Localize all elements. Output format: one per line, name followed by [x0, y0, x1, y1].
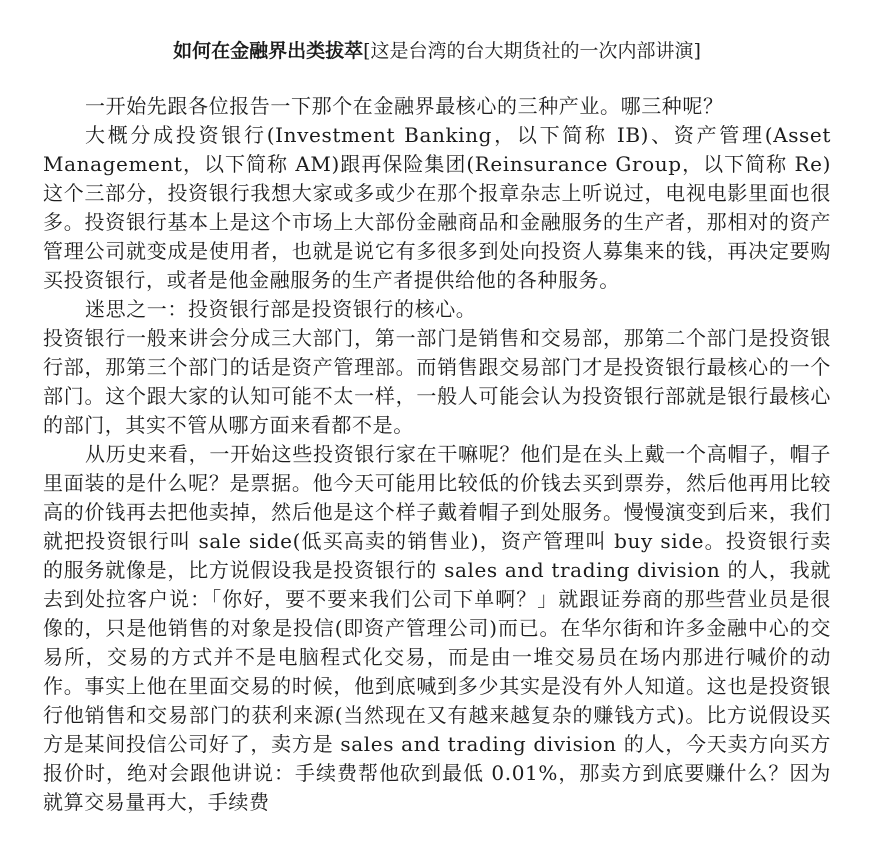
paragraph-intro: 一开始先跟各位报告一下那个在金融界最核心的三种产业。哪三种呢？: [85, 94, 724, 118]
document-title: [43, 37, 831, 66]
title-note: [这是台湾的台大期货社的一次内部讲演]: [363, 40, 701, 62]
title-main: 如何在金融界出类拔萃: [173, 40, 364, 62]
paragraph-myth-one-heading: 迷思之一：投资银行部是投资银行的核心。: [85, 297, 477, 321]
paragraph-three-industries: 大概分成投资银行(Investment Banking，以下简称 IB)、资产管理(Asset Management，以下简称 AM)跟再保险集团(Reinsurance Group，以下简称 Re)这个三部分，投资银行我想大家或多或少在那个报章杂志上听说过，电视电影里面也很多。投资银行基本上是这个市场上大部份金融商品和金融服务的生产者，那相对的资产管理公司就变成是使用者，也就是说它有多很多到处向投资人募集来的钱，再决定要购买投资银行，或者是他金融服务的生产者提供给他的各种服务。: [43, 123, 831, 292]
paragraph-history: 从历史来看，一开始这些投资银行家在干嘛呢？他们是在头上戴一个高帽子，帽子里面装的是什么呢？是票据。他今天可能用比较低的价钱去买到票券，然后他再用比较高的价钱再去把他卖掉，然后他是这个样子戴着帽子到处服务。慢慢演变到后来，我们就把投资银行叫 sale side(低买高卖的销售业)，资产管理叫 buy side。投资银行卖的服务就像是，比方说假设我是投资银行的 sales and trading division 的人，我就去到处拉客户说：「你好，要不要来我们公司下单啊？」就跟证券商的那些营业员是很像的，只是他销售的对象是投信(即资产管理公司)而已。在华尔街和许多金融中心的交易所，交易的方式并不是电脑程式化交易，而是由一堆交易员在场内那进行喊价的动作。事实上他在里面交易的时候，他到底喊到多少其实是没有外人知道。这也是投资银行他销售和交易部门的获利来源(当然现在又有越来越复杂的赚钱方式)。比方说假设买方是某间投信公司好了，卖方是 sales and trading division 的人，今天卖方向买方报价时，绝对会跟他讲说：手续费帮他砍到最低 0.01%，那卖方到底要赚什么？因为就算交易量再大，手续费: [43, 442, 831, 814]
paragraph-three-departments: 投资银行一般来讲会分成三大部门，第一部门是销售和交易部，那第二个部门是投资银行部，那第三个部门的话是资产管理部。而销售跟交易部门才是投资银行最核心的一个部门。这个跟大家的认知可能不太一样，一般人可能会认为投资银行部就是银行最核心的部门，其实不管从哪方面来看都不是。: [43, 326, 831, 437]
